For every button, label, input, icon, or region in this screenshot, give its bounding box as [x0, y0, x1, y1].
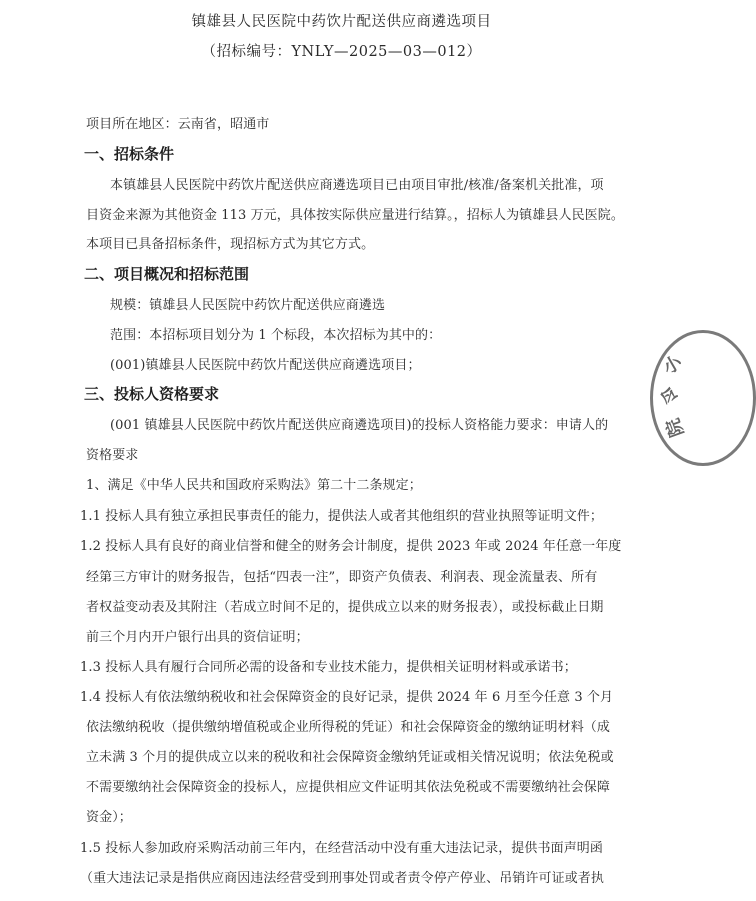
paragraph-line: 1、满足《中华人民共和国政府采购法》第二十二条规定；	[86, 478, 422, 493]
paragraph-line: 立未满 3 个月的提供成立以来的税收和社会保障资金缴纳凭证或相关情况说明；依法免税或	[86, 750, 614, 765]
paragraph-line: 规模：镇雄县人民医院中药饮片配送供应商遴选	[110, 298, 386, 313]
bid-number: （招标编号：YNLY—2025—03—012）	[201, 44, 482, 60]
document-title: 镇雄县人民医院中药饮片配送供应商遴选项目	[191, 14, 492, 30]
paragraph-line: 者权益变动表及其附注（若成立时间不足的，提供成立以来的财务报表），或投标截止日期	[86, 600, 604, 615]
paragraph-line: 范围：本招标项目划分为 1 个标段，本次招标为其中的：	[110, 328, 442, 343]
paragraph-line: (001)镇雄县人民医院中药饮片配送供应商遴选项目；	[110, 358, 421, 373]
seal-glyph: 令	[657, 384, 683, 408]
paragraph-line: 不需要缴纳社会保障资金的投标人，应提供相应文件证明其依法免税或不需要缴纳社会保障	[86, 780, 611, 795]
paragraph-line: 本镇雄县人民医院中药饮片配送供应商遴选项目已由项目审批/核准/备案机关批准，项	[110, 178, 604, 193]
paragraph-line: 资金）；	[86, 810, 132, 825]
paragraph-line: 资格要求	[86, 448, 139, 463]
paragraph-line: 1.2 投标人具有良好的商业信誉和健全的财务会计制度，提供 2023 年或 2024 年任意一年度	[80, 539, 622, 554]
seal-glyph: 院	[662, 415, 689, 440]
paragraph-line: （重大违法记录是指供应商因违法经营受到刑事处罚或者责令停产停业、吊销许可证或者执	[80, 871, 605, 886]
project-location: 项目所在地区：云南省，昭通市	[86, 117, 270, 132]
paragraph-line: (001 镇雄县人民医院中药饮片配送供应商遴选项目)的投标人资格能力要求：申请人的	[110, 418, 609, 433]
section-heading-1: 一、招标条件	[84, 145, 175, 163]
section-heading-3: 三、投标人资格要求	[84, 385, 220, 403]
paragraph-line: 本项目已具备招标条件，现招标方式为其它方式。	[86, 237, 375, 252]
paragraph-line: 前三个月内开户银行出具的资信证明；	[86, 630, 309, 645]
section-heading-2: 二、项目概况和招标范围	[84, 265, 250, 283]
paragraph-line: 目资金来源为其他资金 113 万元，具体按实际供应量进行结算。，招标人为镇雄县人民医院。	[86, 208, 624, 223]
seal-glyph: 小	[659, 351, 686, 379]
paragraph-line: 经第三方审计的财务报告，包括“四表一注”，即资产负债表、利润表、现金流量表、所有	[86, 570, 598, 585]
paragraph-line: 1.5 投标人参加政府采购活动前三年内，在经营活动中没有重大违法记录，提供书面声明函	[80, 841, 604, 856]
paragraph-line: 依法缴纳税收（提供缴纳增值税或企业所得税的凭证）和社会保障资金的缴纳证明材料（成	[86, 720, 611, 735]
paragraph-line: 1.1 投标人具有独立承担民事责任的能力，提供法人或者其他组织的营业执照等证明文件；	[80, 509, 604, 524]
official-seal	[650, 330, 756, 466]
paragraph-line: 1.3 投标人具有履行合同所必需的设备和专业技术能力，提供相关证明材料或承诺书；	[80, 660, 577, 675]
paragraph-line: 1.4 投标人有依法缴纳税收和社会保障资金的良好记录，提供 2024 年 6 月至今任意 3 个月	[80, 690, 614, 705]
